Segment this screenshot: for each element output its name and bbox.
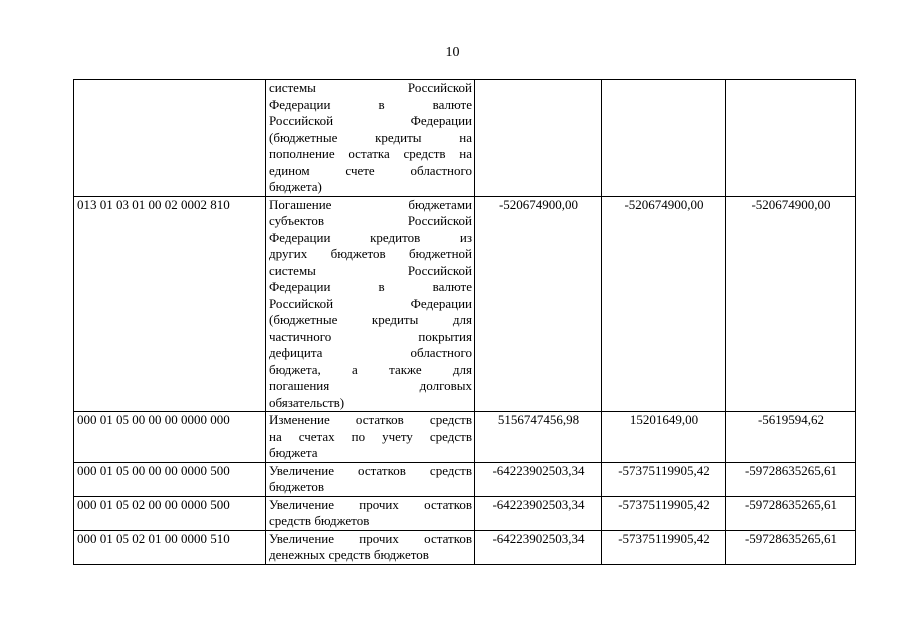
description-line: Федерации в валюте <box>269 96 472 112</box>
amount-cell-year-2: -57375119905,42 <box>602 462 726 496</box>
description-cell <box>266 80 475 197</box>
description-line: системы Российской <box>269 262 472 278</box>
amount-cell-year-1: 5156747456,98 <box>475 412 602 463</box>
amount-cell-year-1: -64223902503,34 <box>475 462 602 496</box>
amount-cell-year-2 <box>602 80 726 197</box>
description-line: Погашение бюджетами <box>269 196 472 212</box>
description-line: едином счете областного <box>269 162 472 178</box>
budget-sources-table <box>73 79 856 565</box>
page-number: 10 <box>445 45 460 60</box>
description-line: пополнение остатка средств на <box>269 146 472 161</box>
table-row <box>74 412 856 463</box>
budget-code-cell: 000 01 05 02 01 00 0000 510 <box>74 530 266 564</box>
description-line: системы Российской <box>269 80 472 95</box>
description-cell <box>266 412 475 463</box>
description-cell <box>266 462 475 496</box>
description-line: погашения долговых <box>269 378 472 393</box>
description-line: обязательств) <box>269 394 345 410</box>
description-line: Изменение остатков средств <box>269 412 472 427</box>
description-line: Федерации кредитов из <box>269 229 472 245</box>
table-row <box>74 196 856 412</box>
table-body <box>74 80 856 565</box>
description-line: бюджета <box>269 445 318 460</box>
amount-cell-year-2: 15201649,00 <box>602 412 726 463</box>
amount-cell-year-1: -64223902503,34 <box>475 496 602 530</box>
amount-cell-year-3 <box>726 80 856 197</box>
amount-cell-year-2: -57375119905,42 <box>602 496 726 530</box>
description-cell <box>266 530 475 564</box>
description-cell <box>266 196 475 412</box>
amount-cell-year-3: -520674900,00 <box>726 196 856 412</box>
budget-code-cell: 013 01 03 01 00 02 0002 810 <box>74 196 266 412</box>
description-line: денежных средств бюджетов <box>269 547 429 562</box>
description-line: средств бюджетов <box>269 513 370 528</box>
amount-cell-year-3: -59728635265,61 <box>726 530 856 564</box>
amount-cell-year-1: -520674900,00 <box>475 196 602 412</box>
description-line: субъектов Российской <box>269 213 472 228</box>
budget-code-cell: 000 01 05 00 00 00 0000 000 <box>74 412 266 463</box>
budget-code-cell <box>74 80 266 197</box>
description-cell <box>266 496 475 530</box>
budget-code-cell: 000 01 05 02 00 00 0000 500 <box>74 496 266 530</box>
amount-cell-year-3: -59728635265,61 <box>726 462 856 496</box>
amount-cell-year-1: -64223902503,34 <box>475 530 602 564</box>
description-line: Увеличение прочих остатков <box>269 530 472 546</box>
description-line: частичного покрытия <box>269 328 472 344</box>
description-line: на счетах по учету средств <box>269 428 472 444</box>
description-line: Российской Федерации <box>269 113 472 128</box>
description-line: Увеличение остатков средств <box>269 462 472 478</box>
description-line: других бюджетов бюджетной <box>269 246 472 261</box>
description-line: бюджета, а также для <box>269 361 472 377</box>
amount-cell-year-2: -520674900,00 <box>602 196 726 412</box>
description-line: Увеличение прочих остатков <box>269 496 472 512</box>
description-line: Российской Федерации <box>269 295 472 311</box>
table-row <box>74 530 856 564</box>
description-line: (бюджетные кредиты для <box>269 312 472 327</box>
amount-cell-year-3: -59728635265,61 <box>726 496 856 530</box>
description-line: (бюджетные кредиты на <box>269 129 472 145</box>
amount-cell-year-2: -57375119905,42 <box>602 530 726 564</box>
amount-cell-year-3: -5619594,62 <box>726 412 856 463</box>
amount-cell-year-1 <box>475 80 602 197</box>
table-row <box>74 462 856 496</box>
table-row <box>74 80 856 197</box>
table-row <box>74 496 856 530</box>
description-line: бюджетов <box>269 479 325 494</box>
description-line: Федерации в валюте <box>269 279 472 294</box>
description-line: бюджета) <box>269 179 322 194</box>
description-line: дефицита областного <box>269 345 472 360</box>
budget-code-cell: 000 01 05 00 00 00 0000 500 <box>74 462 266 496</box>
